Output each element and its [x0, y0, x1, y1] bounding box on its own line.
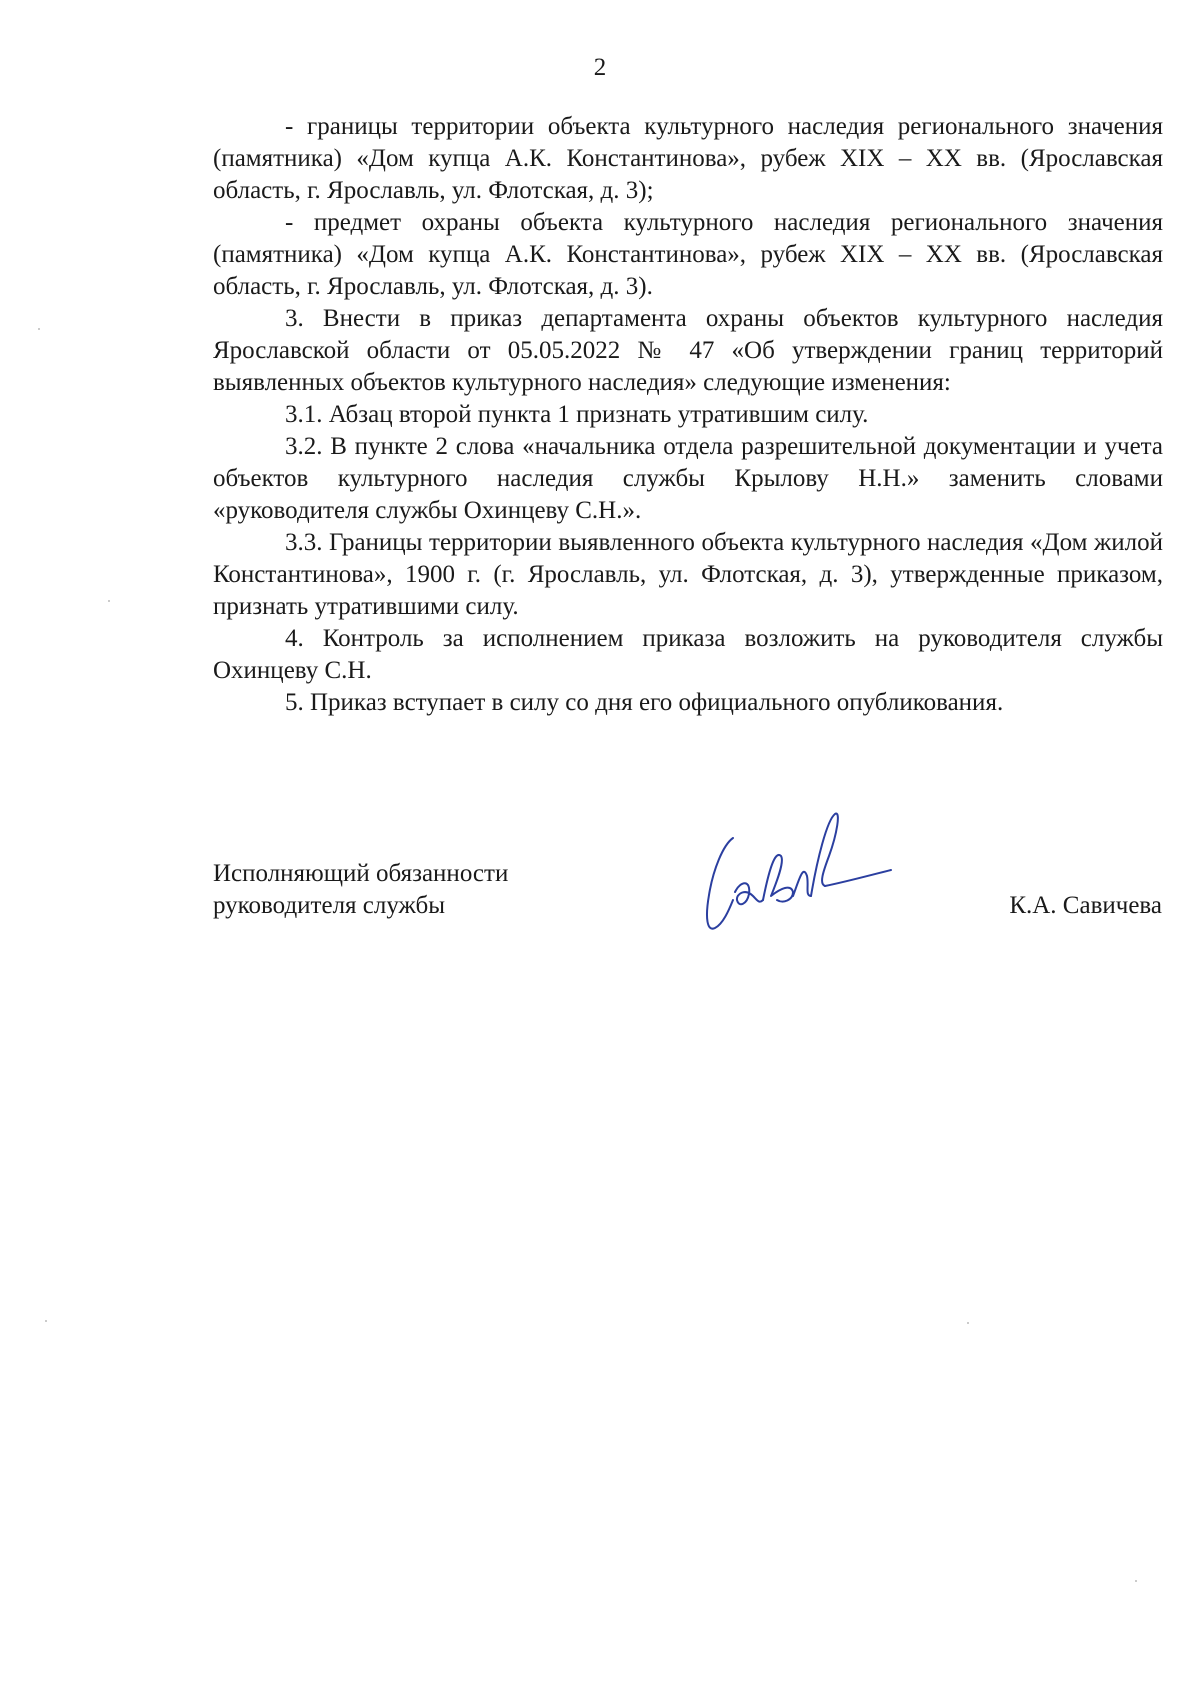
document-body [213, 111, 1163, 719]
signature-stroke-v [763, 855, 793, 902]
scan-speck [1135, 1580, 1137, 1582]
paragraph-item-3-1: 3.1. Абзац второй пункта 1 признать утратившим силу. [285, 401, 869, 428]
scan-speck [967, 1322, 969, 1324]
paragraph-item-3-3: 3.3. Границы территории выявленного объекта культурного наследия «Дом жилой Константинова», 1900 г. (г. Ярославль, ул. Флотская, д. 3), утвержденные приказом, признать утратившими силу. [213, 529, 1163, 620]
paragraph-territory-boundaries: - границы территории объекта культурного наследия регионального значения (памятника) «Дом купца А.К. Константинова», рубеж XIX – XX вв. (Ярославская область, г. Ярославль, ул. Флотская, д. 3); [213, 113, 1163, 204]
signature-stroke-c [707, 838, 733, 929]
paragraph-protection-subject: - предмет охраны объекта культурного наследия регионального значения (памятника) «Дом купца А.К. Константинова», рубеж XIX – XX вв. (Ярославская область, г. Ярославль, ул. Флотская, д. 3). [213, 209, 1163, 300]
signature-stroke-a [735, 883, 763, 904]
signatory-position-line-2: руководителя службы [213, 892, 446, 919]
signatory-name: К.А. Савичева [1009, 892, 1162, 919]
handwritten-signature [695, 800, 905, 950]
page-number: 2 [593, 54, 607, 81]
scan-speck [108, 600, 110, 602]
signatory-position-line-1: Исполняющий обязанности [213, 860, 509, 887]
paragraph-item-3: 3. Внести в приказ департамента охраны объектов культурного наследия Ярославской области от 05.05.2022 № 47 «Об утверждении границ территорий выявленных объектов культурного наследия» следующие изменения: [213, 305, 1163, 396]
paragraph-item-4: 4. Контроль за исполнением приказа возложить на руководителя службы Охинцеву С.Н. [213, 625, 1163, 684]
signature-stroke-loop [793, 872, 811, 896]
signature-stroke-tail [825, 870, 891, 886]
paragraph-item-3-2: 3.2. В пункте 2 слова «начальника отдела разрешительной документации и учета объектов культурного наследия службы Крылову Н.Н.» заменить словами «руководителя службы Охинцеву С.Н.». [213, 433, 1163, 524]
scan-speck [38, 328, 40, 330]
paragraph-item-5: 5. Приказ вступает в силу со дня его официального опубликования. [285, 689, 1004, 716]
signatory-position [213, 858, 508, 922]
scan-speck [45, 1320, 47, 1322]
